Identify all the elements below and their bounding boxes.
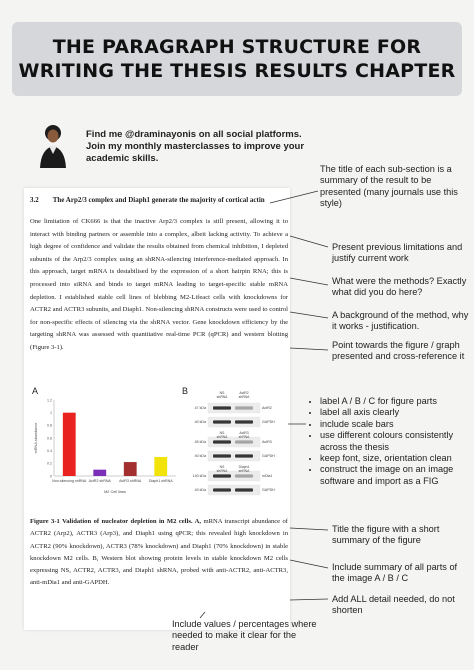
annotation-title: The title of each sub-section is a summary of the result to be presented (many journals use this style) bbox=[320, 164, 458, 209]
y-tick-label: 1 bbox=[50, 410, 52, 415]
y-tick-label: 0.2 bbox=[47, 461, 52, 466]
leader-line bbox=[290, 560, 328, 568]
section-heading bbox=[30, 196, 288, 205]
leader-line bbox=[290, 528, 328, 530]
protein-band bbox=[235, 420, 253, 423]
leader-line bbox=[290, 312, 328, 318]
lane-label: shRNA bbox=[238, 395, 250, 399]
lane-label: ActR3 bbox=[239, 431, 249, 435]
annotation-summary: Include summary of all parts of the image A / B / C bbox=[332, 562, 458, 584]
author-note: Find me @draminayonis on all social platforms. Join my monthly masterclasses to improve your academic skills. bbox=[86, 129, 305, 164]
figure-checklist bbox=[308, 396, 468, 487]
protein-label: ActR3 bbox=[262, 440, 272, 445]
bar bbox=[93, 470, 106, 476]
caption-title: Figure 3-1 Validation of nucleator depletion in M2 cells. A, bbox=[30, 518, 202, 525]
leader-line bbox=[290, 599, 328, 600]
leader-line bbox=[290, 236, 328, 247]
author-avatar bbox=[36, 124, 70, 168]
leader-line bbox=[290, 348, 328, 350]
molecular-weight-label: 140 kDa bbox=[192, 474, 206, 479]
section-number: 3.2 bbox=[30, 196, 39, 204]
bar-chart bbox=[30, 390, 180, 508]
lane-label: NS bbox=[219, 465, 225, 469]
checklist-item: • keep font, size, orientation clean bbox=[320, 453, 468, 464]
y-tick-label: 0 bbox=[50, 474, 52, 479]
lane-label: shRNA bbox=[216, 435, 228, 439]
lane-label: ActR2 bbox=[239, 391, 249, 395]
lane-label: shRNA bbox=[238, 469, 250, 473]
protein-band bbox=[213, 488, 231, 491]
annotation-detail: Add ALL detail needed, do not shorten bbox=[332, 594, 455, 616]
annotation-figure-title: Title the figure with a short summary of the figure bbox=[332, 524, 440, 546]
lane-label: shRNA bbox=[216, 469, 228, 473]
protein-label: GAPDH bbox=[262, 454, 275, 459]
protein-band bbox=[235, 406, 253, 409]
protein-band bbox=[213, 454, 231, 457]
caption-body: mRNA transcript abundance of ACTR2 (Arp2), ACTR3 (Arp3), and Diaph1 using qPCR; this revealed high knockdown in ACTR2 (90% knockdown), ACTR3 (78% knockdown) and Diaph1 (70% knockdown) in stable knockdown M2 cells. B, Western blot showing protein levels in stable knockdown M2 cells expressing NS, ACTR2, ACTR3, and Diaph1 shRNA, probed with anti-ACTR2, anti-ACTR3, anti-mDia1 and anti-GAPDH. bbox=[30, 518, 289, 587]
x-tick-label: Diaph1 shRNA bbox=[148, 479, 173, 483]
bar bbox=[124, 462, 137, 476]
molecular-weight-label: 45 kDa bbox=[194, 440, 206, 445]
protein-band bbox=[213, 420, 231, 423]
western-blot bbox=[182, 386, 286, 508]
protein-band bbox=[235, 488, 253, 491]
x-tick-label: ActR2 shRNA bbox=[88, 479, 111, 483]
lane-label: NS bbox=[219, 391, 225, 395]
y-tick-label: 0.4 bbox=[47, 448, 52, 453]
protein-band bbox=[213, 440, 231, 443]
lane-label: shRNA bbox=[238, 435, 250, 439]
section-title: The Arp2/3 complex and Diaph1 generate the majority of cortical actin bbox=[52, 196, 265, 204]
checklist-item: • use different colours consistently across the thesis bbox=[320, 430, 468, 453]
annotation-values: Include values / percentages where needed to make it clear for the reader bbox=[172, 619, 317, 652]
page-title: THE PARAGRAPH STRUCTURE FOR WRITING THE THESIS RESULTS CHAPTER bbox=[18, 36, 456, 82]
molecular-weight-label: 40 kDa bbox=[194, 454, 206, 459]
protein-band bbox=[235, 454, 253, 457]
checklist-item: • include scale bars bbox=[320, 419, 468, 430]
annotation-background: A background of the method, why it works - justification. bbox=[332, 310, 469, 332]
protein-band bbox=[235, 440, 253, 443]
protein-label: ActR2 bbox=[262, 406, 272, 411]
protein-band bbox=[213, 474, 231, 477]
lane-label: Diaph1 bbox=[238, 465, 250, 469]
annotation-cross-reference: Point towards the figure / graph presented and cross-reference it bbox=[332, 340, 465, 362]
protein-band bbox=[213, 406, 231, 409]
x-tick-label: Non-silencing shRNA bbox=[52, 479, 87, 483]
thesis-page bbox=[24, 188, 290, 630]
figure-part-a-label: A bbox=[32, 386, 39, 396]
lane-label: NS bbox=[219, 431, 225, 435]
checklist-item: • label all axis clearly bbox=[320, 407, 468, 418]
title-banner bbox=[12, 22, 462, 96]
molecular-weight-label: 40 kDa bbox=[194, 420, 206, 425]
y-axis-label: mRNA abundance bbox=[34, 422, 38, 454]
protein-label: GAPDH bbox=[262, 488, 275, 493]
bar bbox=[154, 457, 167, 476]
molecular-weight-label: 47 kDa bbox=[194, 406, 206, 411]
lane-label: shRNA bbox=[216, 395, 228, 399]
y-tick-label: 0.8 bbox=[47, 423, 52, 428]
figure-part-b-label: B bbox=[182, 386, 189, 396]
x-tick-label: ActR3 shRNA bbox=[119, 479, 142, 483]
leader-line bbox=[290, 278, 328, 285]
protein-label: GAPDH bbox=[262, 420, 275, 425]
figure-caption bbox=[30, 516, 288, 590]
author-block bbox=[36, 124, 316, 168]
x-axis-label: M2 Cell lines bbox=[104, 490, 126, 494]
y-tick-label: 1.2 bbox=[47, 398, 52, 403]
bar bbox=[63, 413, 76, 476]
checklist-item: • label A / B / C for figure parts bbox=[320, 396, 468, 407]
annotation-methods: What were the methods? Exactly what did you do here? bbox=[332, 276, 467, 298]
protein-band bbox=[235, 474, 253, 477]
molecular-weight-label: 40 kDa bbox=[194, 488, 206, 493]
protein-label: mDia1 bbox=[262, 474, 273, 479]
checklist-item: • construct the image on an image software and import as a FIG bbox=[320, 464, 468, 487]
annotation-limitations: Present previous limitations and justify current work bbox=[332, 242, 463, 264]
y-tick-label: 0.6 bbox=[47, 436, 52, 441]
results-paragraph: One limitation of CK666 is that the inactive Arp2/3 complex is still present, allowing it to interact with binding partners or assemble into a complex, albeit lacking activity. To achieve a high degree of confidence and validate the results obtained from chemical inhibition, I depleted subunits of the Arp2/3 complex using an shRNA-silencing interference-mediated approach. In this approach, target mRNA is destabilised by the expression of a short hairpin RNA; this is processed into siRNA and binds to target mRNA leading to target-specific stable mRNA depletion. I established stable cell lines of blebbing M2-Lifeact cells with knockdowns for ACTR2 and ACTR3 subunits, and Diaph1. Non-silencing shRNA constructs were used to control for non-specific effects of silencing via the shRNA vector. Gene knockdown efficiency by the targeting shRNA was assessed with quantitative real-time PCR (qPCR) and western blotting (Figure 3-1). bbox=[30, 218, 288, 351]
